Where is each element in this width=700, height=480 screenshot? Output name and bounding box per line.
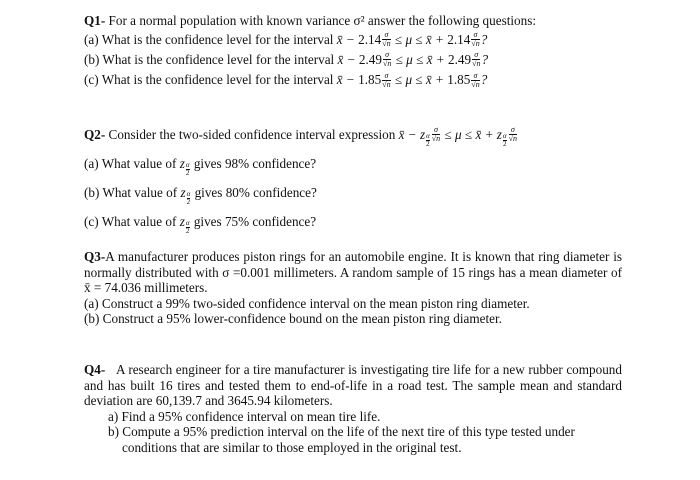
question-1-part-b xyxy=(84,52,622,69)
question-3-text: A manufacturer produces piston rings for an automobile engine. It is known that ring diameter is normally distributed with σ =0.001 millimeters. A random sample of 15 rings has a mean diameter of x̄ = 74.036 millimeters. xyxy=(84,249,622,295)
question-3-body xyxy=(84,249,622,296)
question-1-part-a xyxy=(84,29,622,49)
part-a-prefix: (a) What value of xyxy=(84,156,177,171)
question-3-part-b: (b) Construct a 95% lower-confidence bound on the mean piston ring diameter. xyxy=(84,311,502,326)
interval-expression: x̄ − 2.49 $\frac{\sigma}{√n}$ ≤ μ ≤ x̄ + 2.49 $\frac{\sigma}{√n}$ ? xyxy=(337,50,489,69)
z-alpha-half: z $\frac{\alpha}{2}$ xyxy=(180,185,191,206)
question-1-part-c xyxy=(84,72,622,89)
question-2-header xyxy=(84,127,622,148)
question-4-body xyxy=(84,362,622,409)
question-4-label: Q4- xyxy=(84,362,106,377)
question-3 xyxy=(84,249,622,327)
z-alpha-half: z $\frac{\alpha}{2}$ xyxy=(179,214,190,235)
question-1-label: Q1- xyxy=(84,13,106,28)
question-3-label: Q3- xyxy=(84,249,106,264)
part-c-suffix: gives 75% confidence? xyxy=(193,214,317,229)
question-2-label: Q2- xyxy=(84,127,106,142)
z-alpha-half: z $\frac{\alpha}{2}$ xyxy=(179,156,190,177)
question-4-part-a: a) Find a 95% confidence interval on mean tire life. xyxy=(108,408,381,424)
question-2-part-a xyxy=(84,156,622,177)
part-b-text: (b) What is the confidence level for the interval xyxy=(84,51,335,67)
question-1 xyxy=(84,13,622,90)
question-1-header xyxy=(84,13,622,29)
question-4-part-b: b) Compute a 95% prediction interval on the life of the next tire of this type tested under conditions that are similar to those employed in the original test. xyxy=(108,424,575,455)
interval-expression: x̄ − 1.85 $\frac{\sigma}{√n}$ ≤ μ ≤ x̄ + 1.85 $\frac{\sigma}{√n}$ ? xyxy=(336,70,488,89)
part-a-text: (a) What is the confidence level for the interval xyxy=(84,31,334,47)
part-a-suffix: gives 98% confidence? xyxy=(193,156,317,171)
part-c-prefix: (c) What value of xyxy=(84,214,177,229)
question-1-intro: For a normal population with known variance σ² answer the following questions: xyxy=(108,13,537,28)
part-b-prefix: (b) What value of xyxy=(84,185,178,200)
question-4 xyxy=(84,362,622,455)
part-c-text: (c) What is the confidence level for the interval xyxy=(84,72,334,88)
part-b-suffix: gives 80% confidence? xyxy=(194,185,317,200)
interval-expression: x̄ − 2.14 $\frac{\sigma}{√n}$ ≤ μ ≤ x̄ + 2.14 $\frac{\sigma}{√n}$ ? xyxy=(336,29,488,48)
question-4-text: A research engineer for a tire manufacturer is investigating tire life for a new rubber compound and has built 16 tires and tested them to end-of-life in a road test. The sample mean and standard deviation are 60,139.7 and 3645.94 kilometers. xyxy=(84,362,622,408)
question-2-part-b xyxy=(84,185,622,206)
question-2-intro: Consider the two-sided confidence interval expression xyxy=(108,127,396,142)
question-3-part-a: (a) Construct a 99% two-sided confidence interval on the mean piston ring diameter. xyxy=(84,295,530,311)
question-2-part-c xyxy=(84,214,622,235)
question-2 xyxy=(84,127,622,235)
ci-expression: x̄ − z $\frac{\alpha}{2}$ $\frac{\sigma}{√n}$ ≤ μ ≤ x̄ + z $\frac{\alpha}{2}$ $\frac{\sigma}{√n}$ xyxy=(398,125,517,148)
